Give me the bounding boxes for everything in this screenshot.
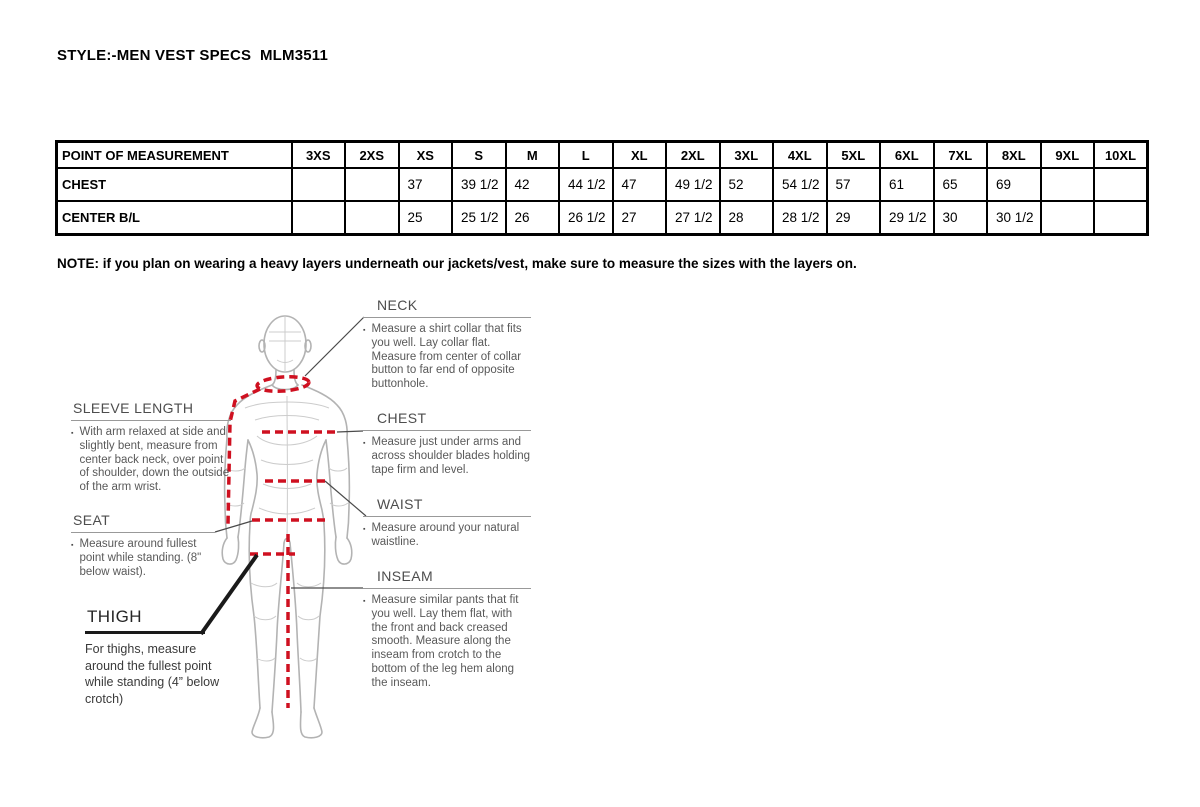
column-header-point-of-measurement: POINT OF MEASUREMENT <box>57 142 292 169</box>
chest-cell-s: 39 1/2 <box>452 168 506 201</box>
bullet-icon: ▪ <box>363 598 366 605</box>
centerbl-cell-4xl: 28 1/2 <box>773 201 827 235</box>
chest-cell-m: 42 <box>506 168 560 201</box>
inseam-section <box>363 567 531 691</box>
chest-connector-line <box>337 431 363 432</box>
inseam-instructions: Measure similar pants that fit you well. Lay them flat, with the front and back creased smooth. Measure along the inseam from crotch to the bottom of the leg hem along the inseam. <box>371 594 519 689</box>
column-header-7xl: 7XL <box>934 142 988 169</box>
centerbl-cell-8xl: 30 1/2 <box>987 201 1041 235</box>
chest-cell-4xl: 54 1/2 <box>773 168 827 201</box>
bullet-icon: ▪ <box>363 327 366 334</box>
chest-cell-7xl: 65 <box>934 168 988 201</box>
chest-cell-xl: 47 <box>613 168 667 201</box>
centerbl-cell-3xs <box>292 201 346 235</box>
measure-lines <box>228 375 337 708</box>
column-header-m: M <box>506 142 560 169</box>
waist-section <box>363 495 531 550</box>
centerbl-cell-m: 26 <box>506 201 560 235</box>
chest-cell-10xl <box>1094 168 1148 201</box>
centerbl-cell-l: 26 1/2 <box>559 201 613 235</box>
centerbl-cell-3xl: 28 <box>720 201 774 235</box>
bullet-icon: ▪ <box>363 526 366 533</box>
sleeve-length-heading: SLEEVE LENGTH <box>71 399 231 421</box>
measure-line-collar <box>257 375 310 393</box>
column-header-5xl: 5XL <box>827 142 881 169</box>
seat-connector-line <box>215 521 252 532</box>
row-label-center-bl: CENTER B/L <box>57 201 292 235</box>
table-row-chest <box>57 168 1148 201</box>
column-header-3xl: 3XL <box>720 142 774 169</box>
chest-cell-6xl: 61 <box>880 168 934 201</box>
size-spec-table <box>55 140 1149 236</box>
bullet-icon: ▪ <box>363 440 366 447</box>
column-header-2xl: 2XL <box>666 142 720 169</box>
centerbl-cell-xs: 25 <box>399 201 453 235</box>
chest-cell-l: 44 1/2 <box>559 168 613 201</box>
chest-cell-9xl <box>1041 168 1095 201</box>
measurement-diagram <box>55 288 535 753</box>
thigh-heading: THIGH <box>85 606 205 634</box>
bullet-icon: ▪ <box>71 542 74 549</box>
table-header-row <box>57 142 1148 169</box>
column-header-10xl: 10XL <box>1094 142 1148 169</box>
column-header-3xs: 3XS <box>292 142 346 169</box>
column-header-2xs: 2XS <box>345 142 399 169</box>
waist-instructions: Measure around your natural waistline. <box>371 522 520 548</box>
seat-section <box>71 511 215 579</box>
column-header-9xl: 9XL <box>1041 142 1095 169</box>
centerbl-cell-5xl: 29 <box>827 201 881 235</box>
column-header-4xl: 4XL <box>773 142 827 169</box>
neck-heading: NECK <box>363 296 531 318</box>
bullet-icon: ▪ <box>71 430 74 437</box>
thigh-instructions: For thighs, measure around the fullest point while standing (4” below crotch) <box>85 642 220 706</box>
chest-cell-2xl: 49 1/2 <box>666 168 720 201</box>
inseam-heading: INSEAM <box>363 567 531 589</box>
centerbl-cell-2xl: 27 1/2 <box>666 201 720 235</box>
neck-section <box>363 296 531 392</box>
centerbl-cell-9xl <box>1041 201 1095 235</box>
seat-instructions: Measure around fullest point while standing. (8" below waist). <box>79 538 202 578</box>
table-row-center-bl <box>57 201 1148 235</box>
chest-cell-3xs <box>292 168 346 201</box>
waist-heading: WAIST <box>363 495 531 517</box>
column-header-s: S <box>452 142 506 169</box>
neck-instructions: Measure a shirt collar that fits you well. Lay collar flat. Measure from center of collar button to far end of opposite buttonhole. <box>371 323 522 391</box>
centerbl-cell-7xl: 30 <box>934 201 988 235</box>
chest-cell-8xl: 69 <box>987 168 1041 201</box>
page-title: STYLE:-MEN VEST SPECS MLM3511 <box>57 47 329 64</box>
row-label-chest: CHEST <box>57 168 292 201</box>
centerbl-cell-6xl: 29 1/2 <box>880 201 934 235</box>
chest-cell-5xl: 57 <box>827 168 881 201</box>
seat-heading: SEAT <box>71 511 215 533</box>
column-header-l: L <box>559 142 613 169</box>
chest-heading: CHEST <box>363 409 531 431</box>
column-header-8xl: 8XL <box>987 142 1041 169</box>
chest-cell-2xs <box>345 168 399 201</box>
centerbl-cell-10xl <box>1094 201 1148 235</box>
column-header-6xl: 6XL <box>880 142 934 169</box>
sleeve-length-instructions: With arm relaxed at side and slightly bent, measure from center back neck, over point of shoulder, down the outside of the arm wrist. <box>79 426 230 494</box>
centerbl-cell-xl: 27 <box>613 201 667 235</box>
chest-cell-3xl: 52 <box>720 168 774 201</box>
chest-section <box>363 409 531 477</box>
thigh-section <box>85 606 235 707</box>
chest-cell-xs: 37 <box>399 168 453 201</box>
column-header-xs: XS <box>399 142 453 169</box>
column-header-xl: XL <box>613 142 667 169</box>
centerbl-cell-2xs <box>345 201 399 235</box>
sleeve-length-section <box>71 399 231 495</box>
centerbl-cell-s: 25 1/2 <box>452 201 506 235</box>
chest-instructions: Measure just under arms and across shoulder blades holding tape firm and level. <box>371 436 531 476</box>
neck-connector-line <box>305 317 364 376</box>
note-text: NOTE: if you plan on wearing a heavy layers underneath our jackets/vest, make sure to measure the sizes with the layers on. <box>57 256 857 271</box>
